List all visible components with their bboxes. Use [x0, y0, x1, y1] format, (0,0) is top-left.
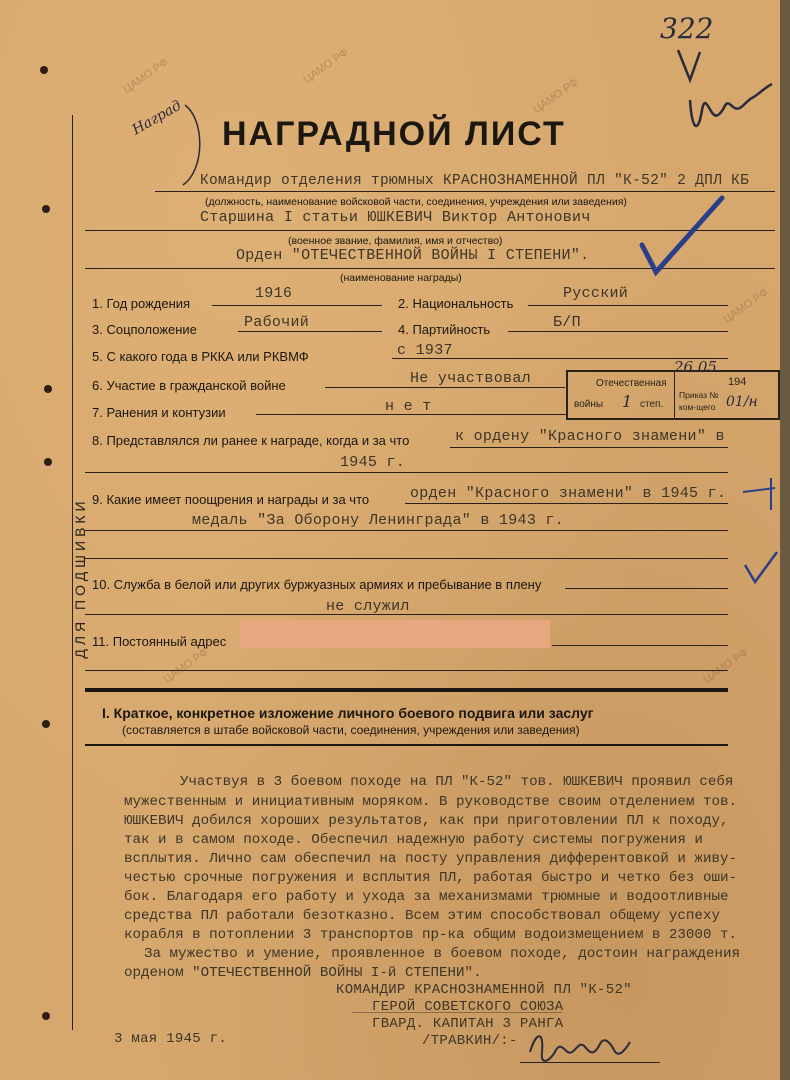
awards-label: 9. Какие имеет поощрения и награды и за что — [92, 492, 370, 507]
binding-hole — [42, 720, 50, 728]
narrative-line: корабля в потоплении 3 транспортов пр-ка общим водоизмещением в 23000 т. — [124, 927, 737, 943]
position-caption: (должность, наименование войсковой части, соединения, учреждения или заведения) — [205, 196, 627, 208]
birth-value: 1916 — [255, 285, 293, 302]
prev-award-value-2: 1945 г. — [340, 454, 406, 471]
awards-value-2: медаль "За Оборону Ленинграда" в 1943 г. — [192, 512, 565, 529]
margin-check-marks — [735, 470, 780, 600]
section-heading: I. Краткое, конкретное изложение личного боевого подвига или заслуг — [102, 705, 594, 721]
vertical-label: ДЛЯ ПОДШИВКИ — [72, 497, 88, 659]
signature-line: ГЕРОЙ СОВЕТСКОГО СОЮЗА — [372, 999, 564, 1015]
narrative-line: всплытия. Лично сам обеспечил на посту управления дифферентовкой и живу- — [124, 851, 737, 867]
document-date: 3 мая 1945 г. — [114, 1031, 228, 1047]
watermark: ЦАМО РФ — [531, 76, 581, 116]
awards-value-1: орден "Красного знамени" в 1945 г. — [410, 485, 727, 502]
prev-award-label: 8. Представлялся ли ранее к награде, когда и за что — [92, 433, 410, 448]
civil-war-label: 6. Участие в гражданской войне — [92, 378, 286, 393]
narrative-line: Участвуя в 3 боевом походе на ПЛ "К-52" тов. ЮШКЕВИЧ проявил себя — [180, 774, 734, 790]
narrative-line: средства ПЛ работали безотказно. Всем этим способствовал общему успеху — [124, 908, 720, 924]
name-value: Старшина I статьи ЮШКЕВИЧ Виктор Антонович — [200, 209, 591, 226]
position-value: Командир отделения трюмных КРАСНОЗНАМЕННОЙ ПЛ "К-52" 2 ДПЛ КБ — [200, 173, 750, 189]
check-mark-icon — [630, 190, 730, 280]
watermark: ЦАМО РФ — [301, 46, 351, 86]
archive-number: 322 — [660, 12, 714, 45]
address-redaction — [240, 620, 550, 648]
binding-hole — [42, 1012, 50, 1020]
watermark: ЦАМО РФ — [721, 286, 771, 326]
social-label: 3. Соцположение — [92, 322, 197, 337]
margin-note: Наград — [129, 97, 185, 139]
service-since-value: с 1937 — [397, 342, 453, 359]
award-value: Орден "ОТЕЧЕСТВЕННОЙ ВОЙНЫ I СТЕПЕНИ". — [236, 247, 590, 264]
award-caption: (наименование награды) — [340, 272, 462, 284]
prev-award-value-1: к ордену "Красного знамени" в — [455, 428, 725, 445]
watermark: ЦАМО РФ — [121, 56, 171, 96]
narrative-line: мужественным и инициативным моряком. В руководстве своим отделением тов. — [124, 794, 737, 810]
binding-hole — [44, 385, 52, 393]
address-label: 11. Постоянный адрес — [92, 634, 227, 649]
nationality-label: 2. Национальность — [398, 296, 514, 311]
signature-line: /ТРАВКИН/:- — [422, 1033, 518, 1049]
narrative-line: орденом "ОТЕЧЕСТВЕННОЙ ВОЙНЫ I-й СТЕПЕНИ". — [124, 965, 482, 981]
watermark: ЦАМО РФ — [161, 646, 211, 686]
white-army-label: 10. Служба в белой или других буржуазных армиях и пребывание в плену — [92, 577, 542, 592]
document-title: НАГРАДНОЙ ЛИСТ — [222, 115, 566, 153]
party-value: Б/П — [553, 314, 581, 331]
white-army-value: не служил — [326, 598, 410, 615]
nationality-value: Русский — [563, 285, 629, 302]
wounds-label: 7. Ранения и контузии — [92, 405, 226, 420]
handwritten-signature-mark — [640, 40, 780, 140]
binding-hole — [40, 66, 48, 74]
binding-hole — [44, 458, 52, 466]
social-value: Рабочий — [244, 314, 310, 331]
signature-line: КОМАНДИР КРАСНОЗНАМЕННОЙ ПЛ "К-52" — [336, 982, 632, 998]
party-label: 4. Партийность — [398, 322, 491, 337]
binding-hole — [42, 205, 50, 213]
handwritten-signature — [520, 1022, 640, 1072]
award-stamp: Отечественная войны 1 степ. Приказ № ком-щего 26.05 194 01/н — [566, 370, 780, 420]
section-subheading: (составляется в штабе войсковой части, соединения, учреждения или заведения) — [122, 723, 580, 737]
narrative-line: За мужество и умение, проявленное в боевом походе, достоин награждения — [144, 946, 740, 962]
signature-line: ГВАРД. КАПИТАН 3 РАНГА — [372, 1016, 564, 1032]
service-since-label: 5. С какого года в РККА или РКВМФ — [92, 349, 309, 364]
birth-label: 1. Год рождения — [92, 296, 191, 311]
name-caption: (военное звание, фамилия, имя и отчество) — [288, 235, 503, 247]
wounds-value: н е т — [385, 398, 432, 415]
civil-war-value: Не участвовал — [410, 370, 531, 387]
watermark: ЦАМО РФ — [701, 646, 751, 686]
narrative-line: честью срочные погружения и всплытия ПЛ, работая быстро и четко без оши- — [124, 870, 737, 886]
narrative-line: так и в самом походе. Обеспечил надежную работу системы погружения и — [124, 832, 703, 848]
narrative-line: ЮШКЕВИЧ добился хороших результатов, как при приготовлении ПЛ к походу, — [124, 813, 729, 829]
narrative-line: бок. Благодаря его работу и ухода за механизмами трюмные и водоотливные — [124, 889, 729, 905]
